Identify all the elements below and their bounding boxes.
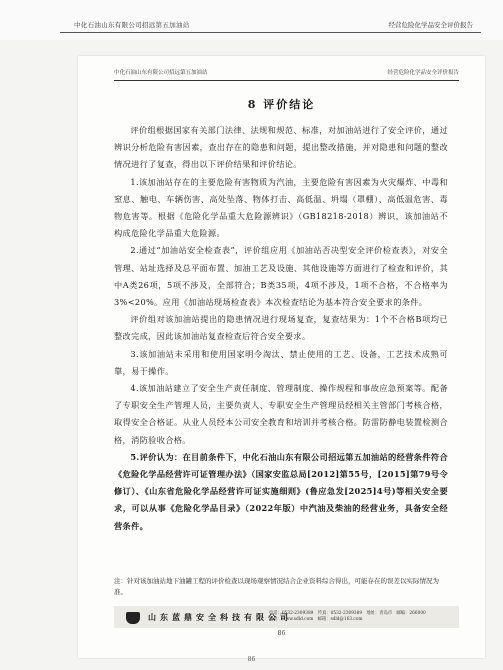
paragraph: 3.该加油站未采用和使用国家明令淘汰、禁止使用的工艺、设备，工艺技术成熟可靠，易于操作。	[114, 348, 448, 376]
inner-header-right: 经营危险化学品安全评价报告	[387, 70, 459, 76]
inner-page-number: 86	[277, 630, 286, 637]
paragraph: 4.该加油站建立了安全生产责任制度、管理制度、操作规程和事故应急预案等。配备了专职安全生产管理人员，主要负责人、专职安全生产管理员经相关主管部门考核合格，取得安全合格证。从业人员经本公司安全教育和培训并考核合格。防雷防静电装置检测合格，消防验收合格。	[114, 383, 448, 445]
paragraph: 评价组根据国家有关部门法律、法规和规范、标准，对加油站进行了安全评价，通过辨识分析危险有害因素，查出存在的隐患和问题，提出整改措施，并对隐患和问题的整改情况进行了复查，得出以下评价结果和评价结论。	[114, 125, 448, 170]
contact-line: 网址：www.sdld.com 邮箱：sdld@163.com	[269, 617, 363, 622]
body-text	[114, 122, 448, 535]
paragraph: 评价组对该加油站提出的隐患情况进行现场复查，复查结果为：1个不合格B项均已整改完成，因此该加油站复查检查后符合安全要求。	[114, 314, 448, 342]
paragraph: 2.通过“加油站安全检查表”，评价组应用《加油站否决型安全评价检查表》，对安全管理、站址选择及总平面布置、加油工艺及设施、其他设施等方面进行了检查和评价，其中A类26项，5项不涉及，全部符合；B类35项，4项不涉及，1项不合格，不合格率为3%<20%。应用《加油站现场检查表》本次检查结论为基本符合安全要求的条件。	[114, 245, 448, 308]
footer-band	[114, 606, 459, 628]
paragraph: 1.该加油站存在的主要危险有害物质为汽油，主要危险有害因素为火灾爆炸、中毒和窒息、触电、车辆伤害、高处坠落、物体打击、高低温、坍塌（罩棚）、高低温危害、毒物危害等。根据《危险化学品重大危险源辨识》（GB18218-2018）辨识，该加油站不构成危险化学品重大危险源。	[114, 176, 448, 239]
inner-header-rule	[114, 80, 459, 81]
footnote: 注：针对该加油站地下油罐工程的评价检查以现场观察情况结合企业资料综合得出，可能存在的误差以实际情况为准。	[114, 577, 439, 596]
section-title: 8 评价结论	[247, 98, 316, 111]
contact-line: 电话：0532-2309389 传真：0532-2309389 地址：青岛市 邮编：266000	[269, 611, 426, 616]
conclusion-paragraph: 5.评价认为：在目前条件下，中化石油山东有限公司招远第五加油站的经营条件符合《危险化学品经营许可证管理办法》（国家安监总局[2012]第55号，[2015]第79号令修订）、《山东省危险化学品经营许可证实施细则》(鲁应急发[2025]4号)等相关安全要求，可以从事《危险化学品目录》（2022年版）中汽油及柴油的经营业务，具备安全经营条件。	[114, 451, 448, 531]
outer-header-right: 经营危险化学品安全评价报告	[388, 21, 473, 29]
outer-header-rule	[60, 32, 481, 33]
footer-company: 山东蓝鼎安全科技有限公司	[148, 612, 292, 622]
footer-contact	[269, 611, 426, 623]
company-logo-icon	[126, 612, 140, 624]
outer-page-number: 86	[247, 656, 256, 663]
scanned-page	[78, 56, 485, 658]
outer-header-left: 中化石油山东有限公司招远第五加油站	[74, 21, 190, 29]
inner-header-left: 中化石油山东有限公司招远第五加油站	[114, 70, 208, 76]
outer-page-header	[0, 0, 503, 40]
